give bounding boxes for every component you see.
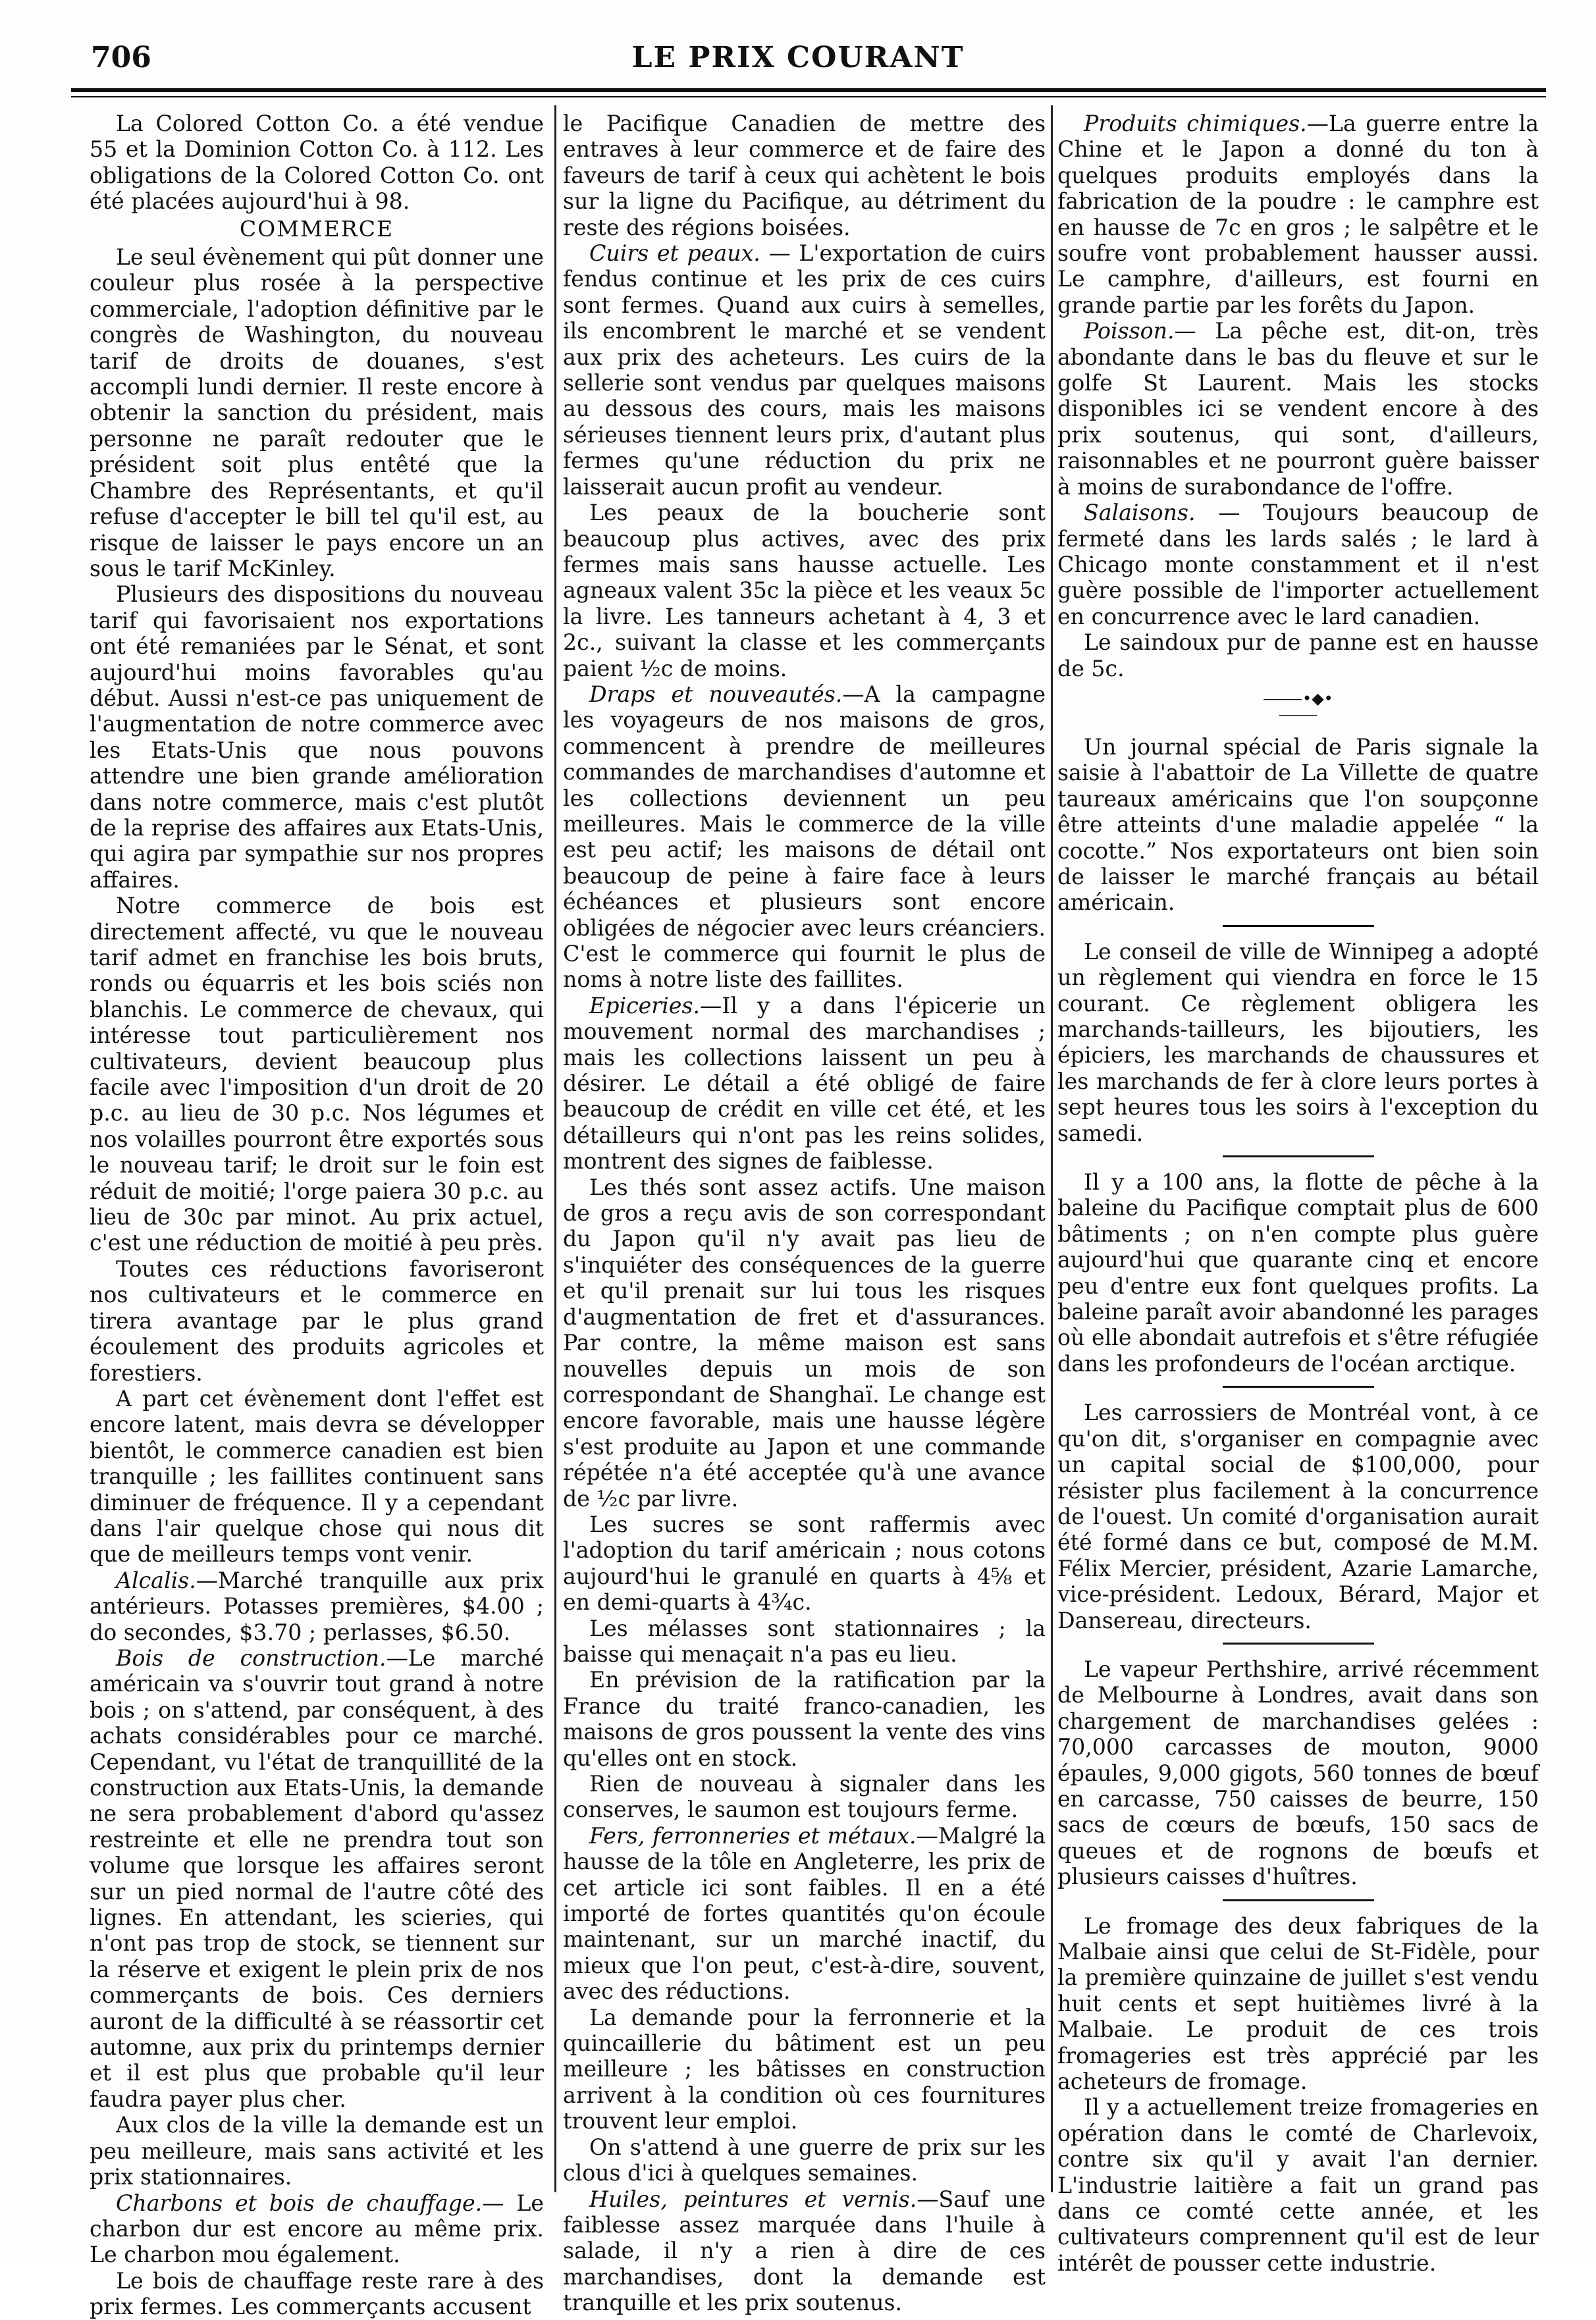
market-entry-huiles: [563, 2186, 1046, 2316]
entry-text: — Le charbon dur est encore au même prix. Le charbon mou également.: [90, 2190, 544, 2268]
section-heading: COMMERCE: [239, 215, 394, 242]
market-entry-draps: [563, 681, 1046, 993]
market-entry-bois: [90, 1645, 544, 2112]
entry-label: Bois de construction.: [116, 1645, 386, 1671]
entry-label: Charbons et bois de chauffage.: [116, 2190, 483, 2216]
paragraph: Les thés sont assez actifs. Une maison de gros a reçu avis de son correspondant du Japon qu'il n'y avait pas lieu de s'inquiéter des conséquences de la guerre et qu'il prenait sur lui tous les risques d'augmentation de fret et d'assurances. Par contre, la même maison est sans nouvelles depuis un mois de son correspondant de Shanghaï. Le change est encore favorable, mais une hausse légère s'est produite au Japon et une commande répétée n'a été acceptée qu'à une avance de ½c par livre.: [563, 1174, 1046, 1512]
paragraph: Plusieurs des dispositions du nouveau tarif qui favorisaient nos exportations ont été remaniées par le Sénat, et sont aujourd'hui moins favorables qu'au début. Aussi n'est-ce pas uniquement de l'augmentation de notre commerce avec les Etats-Unis que nous pouvons attendre une bien grande amélioration dans notre commerce, mais c'est plutôt de la reprise des affaires aux Etats-Unis, qui agira par sympathie sur nos propres affaires.: [90, 581, 544, 893]
entry-label: Produits chimiques.: [1084, 111, 1307, 136]
entry-text: — L'exportation de cuirs fendus continue et les prix de ces cuirs sont fermes. Quand aux cuirs à semelles, ils encombrent le marché et se vendent aux prix des acheteurs. Les cuirs de la sellerie sont vendus par quelques maisons au dessous des cours, mais les maisons sérieuses tiennent leurs prix, d'autant plus fermes qu'une réduction du prix ne laisserait aucun profit au vendeur.: [563, 240, 1046, 500]
news-item: Il y a 100 ans, la flotte de pêche à la baleine du Pacifique comptait plus de 600 bâtiments ; on n'en compte plus guère aujourd'hui que quarante cinq et encore peu d'entre eux font quelques profits. La baleine paraît avoir abandonné les parages où elle abondait autrefois et s'être réfugiée dans les profondeurs de l'océan arctique.: [1057, 1169, 1539, 1377]
paragraph: On s'attend à une guerre de prix sur les clous d'ici à quelques semaines.: [563, 2134, 1046, 2186]
paragraph: Aux clos de la ville la demande est un peu meilleure, mais sans activité et les prix stationnaires.: [90, 2112, 544, 2190]
column-divider-1: [554, 105, 556, 2192]
news-item: Le fromage des deux fabriques de la Malbaie ainsi que celui de St-Fidèle, pour la première quinzaine de juillet s'est vendu huit cents et sept huitièmes livré à la Malbaie. Le produit de ces trois fromageries est très apprécié par les acheteurs de fromage.: [1057, 1912, 1539, 2095]
entry-text: — Toujours beaucoup de fermeté dans les lards salés ; le lard à Chicago monte constamment et il n'est guère possible de l'importer actuellement en concurrence avec le lard canadien.: [1057, 500, 1539, 629]
entry-text: —Sauf une faiblesse assez marquée dans l'huile à salade, il n'y a rien à dire de ces marchandises, dont la demande est tranquille et les prix soutenus.: [563, 2186, 1046, 2316]
news-item: Le conseil de ville de Winnipeg a adopté un règlement qui viendra en force le 15 courant. Ce règlement obligera les marchands-tailleurs, les bijoutiers, les épiciers, les marchands de chaussures et les marchands de fer à clore leurs portes à sept heures tous les soirs à l'exception du samedi.: [1057, 938, 1539, 1146]
paragraph: La demande pour la ferronnerie et la quincaillerie du bâtiment est un peu meilleure ; les bâtisses en construction arrivent à la condition où ces fournitures trouvent leur emploi.: [563, 2004, 1046, 2134]
market-entry-produits: [1057, 111, 1539, 318]
entry-label: Alcalis.: [116, 1567, 196, 1593]
column-2: [563, 111, 1046, 2316]
entry-text: —Malgré la hausse de la tôle en Angleterre, les prix de cet article ici sont faibles. Il en a été importé de fortes quantités qu'on écoule maintenant, sur un marché inactif, du mieux que l'on peut, c'est-à-dire, souvent, avec des réductions.: [563, 1822, 1046, 2005]
paragraph: La Colored Cotton Co. a été vendue 55 et la Dominion Cotton Co. à 112. Les obligations de la Colored Cotton Co. ont été placées aujourd'hui à 98.: [90, 111, 544, 215]
paragraph: Le seul évènement qui pût donner une couleur plus rosée à la perspective commerciale, l'adoption définitive par le congrès de Washington, du nouveau tarif de droits de douanes, s'est accompli lundi dernier. Il reste encore à obtenir la sanction du président, mais personne ne paraît redouter que le président soit plus entêté que la Chambre des Représentants, et qu'il refuse d'accepter le bill tel qu'il est, au risque de laisser le pays encore un an sous le tarif McKinley.: [90, 244, 544, 581]
header-rule-thin: [71, 96, 1546, 97]
column-divider-2: [1051, 105, 1053, 2192]
paragraph: Rien de nouveau à signaler dans les conserves, le saumon est toujours ferme.: [563, 1771, 1046, 1823]
entry-label: Draps et nouveautés.: [589, 681, 843, 707]
entry-label: Fers, ferronneries et métaux.: [589, 1822, 917, 1849]
news-item: Un journal spécial de Paris signale la saisie à l'abattoir de La Villette de quatre taureaux américains que l'on soupçonne être atteints d'une maladie appelée “ la cocotte.” Nos exportateurs ont bien soin de laisser le marché français au bétail américain.: [1057, 733, 1539, 916]
page-number: 706: [91, 41, 151, 74]
news-item: Il y a actuellement treize fromageries en opération dans le comté de Charlevoix, contre six qu'il y avait l'an dernier. L'industrie laitière a fait un grand pas dans ce comté cette année, et les cultivateurs comprennent qu'il est de leur intérêt de pousser cette industrie.: [1057, 2094, 1539, 2276]
entry-label: Epiceries.: [589, 992, 701, 1018]
paragraph: A part cet évènement dont l'effet est encore latent, mais devra se développer bientôt, le commerce canadien est bien tranquille ; les faillites continuent sans diminuer de fréquence. Il y a cependant dans l'air quelque chose qui nous dit que de meilleurs temps vont venir.: [90, 1385, 544, 1568]
entry-text: —La guerre entre la Chine et le Japon a donné du ton à quelques produits employés dans la fabrication de la poudre : le camphre est en hausse de 7c en gros ; le salpêtre et le soufre vont probablement hausser aussi. Le camphre, d'ailleurs, est fourni en grande partie par les forêts du Japon.: [1057, 111, 1539, 318]
item-divider: [1223, 1386, 1374, 1388]
entry-label: Huiles, peintures et vernis.: [589, 2186, 917, 2212]
entry-label: Poisson.: [1084, 318, 1175, 344]
paragraph: Les peaux de la boucherie sont beaucoup plus actives, avec des prix fermes mais sans hausse actuelle. Les agneaux valent 35c la pièce et les veaux 5c la livre. Les tanneurs achetant à 4, 3 et 2c., suivant la classe et les commerçants paient ½c de moins.: [563, 500, 1046, 681]
news-item: Le vapeur Perthshire, arrivé récemment de Melbourne à Londres, avait dans son chargement de marchandises gelées : 70,000 carcasses de mouton, 9000 épaules, 9,000 gigots, 560 tonnes de bœuf en carcasse, 750 caisses de beurre, 150 sacs de cœurs de bœufs, 150 sacs de queues et de rognons de bœufs et plusieurs caisses d'huîtres.: [1057, 1656, 1539, 1890]
paragraph: Toutes ces réductions favoriseront nos cultivateurs et le commerce en tirera avantage par le plus grand écoulement des produits agricoles et forestiers.: [90, 1255, 544, 1386]
entry-text: —Il y a dans l'épicerie un mouvement normal des marchandises ; mais les collections laissent un peu à désirer. Le détail a été obligé de faire beaucoup de crédit en ville cet été, et les détailleurs qui n'ont pas les reins solides, montrent des signes de faiblesse.: [563, 992, 1046, 1174]
market-entry-fers: [563, 1823, 1046, 2005]
market-entry-charbons: [90, 2190, 544, 2268]
column-1: [90, 111, 544, 2320]
paragraph: Le bois de chauffage reste rare à des prix fermes. Les commerçants accusent: [90, 2267, 544, 2320]
page-title: LE PRIX COURANT: [631, 41, 965, 74]
entry-text: —Marché tranquille aux prix antérieurs. Potasses premières, $4.00 ; do secondes, $3.70 ; perlasses, $6.50.: [90, 1567, 544, 1645]
paragraph: le Pacifique Canadien de mettre des entraves à leur commerce et de faire des faveurs de tarif à ceux qui achètent le bois sur la ligne du Pacifique, au détriment du reste des régions boisées.: [563, 111, 1046, 240]
header-rule-thick: [71, 88, 1546, 92]
item-divider: [1223, 1643, 1374, 1645]
market-entry-alcalis: [90, 1568, 544, 1645]
entry-text: — La pêche est, dit-on, très abondante dans le bas du fleuve et sur le golfe St Laurent. Mais les stocks disponibles ici se vendent encore à des prix soutenus, qui sont, d'ailleurs, raisonnables et ne pourront guère baisser à moins de surabondance de l'offre.: [1057, 318, 1539, 500]
item-divider: [1223, 1155, 1374, 1157]
market-entry-cuirs: [563, 240, 1046, 500]
news-item: Les carrossiers de Montréal vont, à ce qu'on dit, s'organiser en compagnie avec un capital social de $100,000, pour résister plus facilement à la concurrence de l'ouest. Un comité d'organisation aurait été formé dans ce but, composé de M.M. Félix Mercier, président, Azarie Lamarche, vice-président. Ledoux, Bérard, Major et Dansereau, directeurs.: [1057, 1400, 1539, 1633]
item-divider: [1223, 925, 1374, 927]
paragraph: Notre commerce de bois est directement affecté, vu que le nouveau tarif admet en franchise les bois bruts, ronds ou équarris et les bois sciés non blanchis. Le commerce de chevaux, qui intéresse tout particulièrement nos cultivateurs, devient beaucoup plus facile avec l'imposition d'un droit de 20 p.c. au lieu de 30 p.c. Nos légumes et nos volailles pourront être exportés sous le nouveau tarif; le droit sur le foin est réduit de moitié; l'orge paiera 30 p.c. au lieu de 30c par minot. Au prix actuel, c'est une réduction de moitié à peu près.: [90, 893, 544, 1256]
paragraph: Les sucres se sont raffermis avec l'adoption du tarif américain ; nous cotons aujourd'hui le granulé en quarts à 4⅝ et en demi-quarts à 4¾c.: [563, 1511, 1046, 1616]
column-3: [1057, 111, 1539, 2276]
entry-text: —A la campagne les voyageurs de nos maisons de gros, commencent à prendre de meilleures commandes de marchandises d'automne et les collections deviennent un peu meilleures. Mais le commerce de la ville est peu actif; les maisons de détail ont beaucoup de peine à faire face à leurs échéances et plusieurs sont encore obligées de négocier avec leurs créanciers. C'est le commerce qui fournit le plus de noms à notre liste des faillites.: [563, 681, 1046, 993]
paragraph: En prévision de la ratification par la France du traité franco-canadien, les maisons de gros poussent la vente des vins qu'elles ont en stock.: [563, 1667, 1046, 1771]
ornament-divider: ⸻•◆•⸻: [1263, 689, 1333, 724]
market-entry-poisson: [1057, 318, 1539, 500]
paragraph: Le saindoux pur de panne est en hausse de 5c.: [1057, 629, 1539, 681]
market-entry-epiceries: [563, 993, 1046, 1174]
entry-label: Cuirs et peaux.: [589, 240, 760, 267]
entry-label: Salaisons.: [1084, 500, 1196, 526]
market-entry-salaisons: [1057, 500, 1539, 629]
item-divider: [1223, 1899, 1374, 1901]
paragraph: Les mélasses sont stationnaires ; la baisse qui menaçait n'a pas eu lieu.: [563, 1615, 1046, 1667]
entry-text: —Le marché américain va s'ouvrir tout grand à notre bois ; on s'attend, par conséquent, à des achats considérables pour ce marché. Cependant, vu l'état de tranquillité de la construction aux Etats-Unis, la demande ne sera probablement d'abord qu'assez restreinte et elle ne prendra tout son volume que lorsque les affaires seront sur un pied normal de l'autre côté des lignes. En attendant, les scieries, qui n'ont pas trop de stock, se tiennent sur la réserve et exigent le plein prix de nos commerçants de bois. Ces derniers auront de la difficulté à se réassortir cet automne, aux prix du printemps dernier et il est plus que probable qu'il leur faudra payer plus cher.: [90, 1645, 544, 2112]
